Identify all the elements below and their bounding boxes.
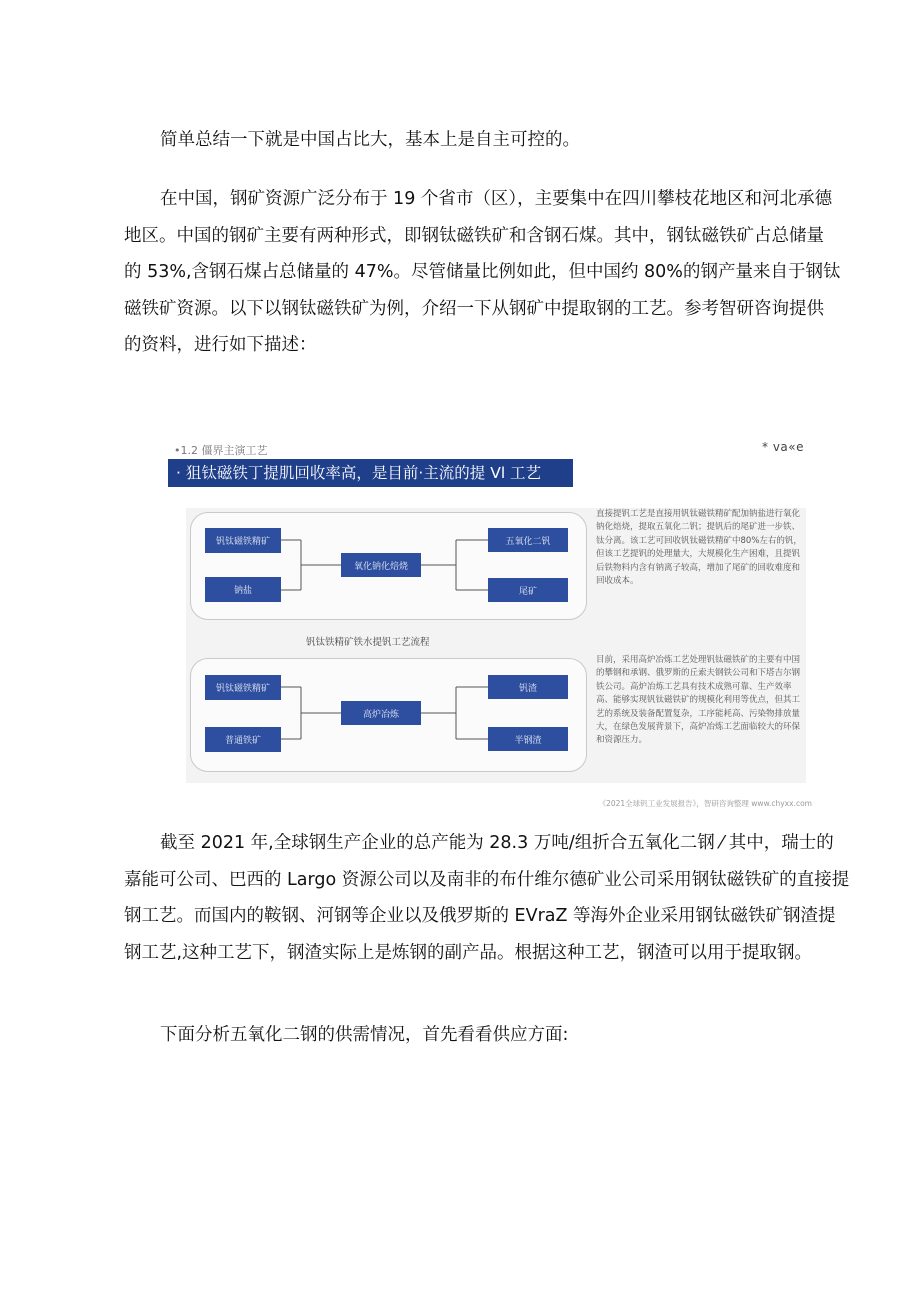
process-figure [166, 440, 816, 812]
text-line: 简单总结一下就是中国占比大，基本上是自主可控的。 [160, 130, 580, 150]
text-line: 的资料，进行如下描述： [124, 335, 317, 355]
box-output-1: 钒渣 [488, 675, 568, 699]
box-process: 氧化钠化焙烧 [341, 553, 421, 577]
box-input-2: 普通铁矿 [205, 727, 281, 752]
text-line: 的 53%,含钢石煤占总储量的 47%。尽管储量比例如此，但中国约 80%的钢产量来自于钢钛 [124, 262, 841, 282]
text-line: 嘉能可公司、巴西的 Largo 资源公司以及南非的布什维尔德矿业公司采用钢钛磁铁矿的直接提 [124, 869, 850, 890]
figure-source: 《2021全球钒工业发展报告》，智研咨询整理 www.chyxx.com [598, 799, 812, 808]
figure-logo: * va«e [762, 440, 804, 454]
flow2-title: 钒钛铁精矿铁水提钒工艺流程 [306, 637, 430, 648]
figure-note-direct: 直接提钒工艺是直接用钒钛磁铁精矿配加钠盐进行氧化钠化焙烧，提取五氧化二钒；提钒后的尾矿进一步铁、钛分离。该工艺可回收钒钛磁铁精矿中80%左右的钒，但该工艺提钒的处理量大，大规模化生产困难，且提钒后铁物料内含有钠离子较高，增加了尾矿的回收难度和回收成本。 [596, 509, 802, 587]
text-line: 下面分析五氧化二钢的供需情况，首先看看供应方面: [160, 1025, 569, 1045]
box-process: 高炉冶炼 [341, 701, 421, 725]
figure-body [186, 508, 806, 783]
box-input-1: 钒钛磁铁精矿 [205, 675, 281, 700]
paragraph-global-capacity [124, 825, 850, 971]
box-output-2: 半钢渣 [488, 727, 568, 751]
box-output-1: 五氧化二钒 [488, 528, 568, 552]
figure-section-label: •1.2 僵界主演工艺 [174, 444, 268, 457]
box-input-2: 钠盐 [205, 577, 281, 602]
text-line: 地区。中国的钢矿主要有两种形式，即钢钛磁铁矿和含钢石煤。其中，钢钛磁铁矿占总储量 [124, 225, 824, 246]
box-input-1: 钒钛磁铁精矿 [205, 528, 281, 553]
box-output-2: 尾矿 [488, 578, 568, 602]
figure-banner: · 狙钛磁铁丁提肌回收率高，是目前·主流的提 Vl 工艺 [168, 459, 573, 487]
flow-blast-furnace [190, 658, 587, 772]
text-line: 磁铁矿资源。以下以钢钛磁铁矿为例，介绍一下从钢矿中提取钢的工艺。参考智研咨询提供 [124, 298, 824, 319]
figure-note-blast: 目前，采用高炉冶炼工艺处理钒钛磁铁矿的主要有中国的攀钢和承钢、俄罗斯的丘索夫钢铁公司和下塔吉尔钢铁公司。高炉冶炼工艺具有技术成熟可靠、生产效率高、能够实现钒钛磁铁矿的规模化利用等优点，但其工艺的系统及装备配置复杂，工序能耗高、污染物排放量大，在绿色发展背景下，高炉冶炼工艺面临较大的环保和资源压力。 [596, 655, 801, 746]
paragraph-supply-intro [124, 1017, 824, 1054]
text-line: 截至 2021 年,全球钢生产企业的总产能为 28.3 万吨/组折合五氧化二钢 ⁄ 其中，瑞士的 [160, 833, 834, 853]
text-line: 钢工艺。而国内的鞍钢、河钢等企业以及俄罗斯的 EVraZ 等海外企业采用钢钛磁铁矿钢渣提 [124, 906, 836, 926]
paragraph-china-resources [124, 181, 841, 364]
paragraph-summary [124, 122, 824, 159]
text-line: 在中国，钢矿资源广泛分布于 19 个省市（区），主要集中在四川攀枝花地区和河北承德 [160, 189, 833, 209]
text-line: 钢工艺,这种工艺下，钢渣实际上是炼钢的副产品。根据这种工艺，钢渣可以用于提取钢。 [124, 942, 813, 963]
flow-direct-extraction [190, 512, 587, 620]
